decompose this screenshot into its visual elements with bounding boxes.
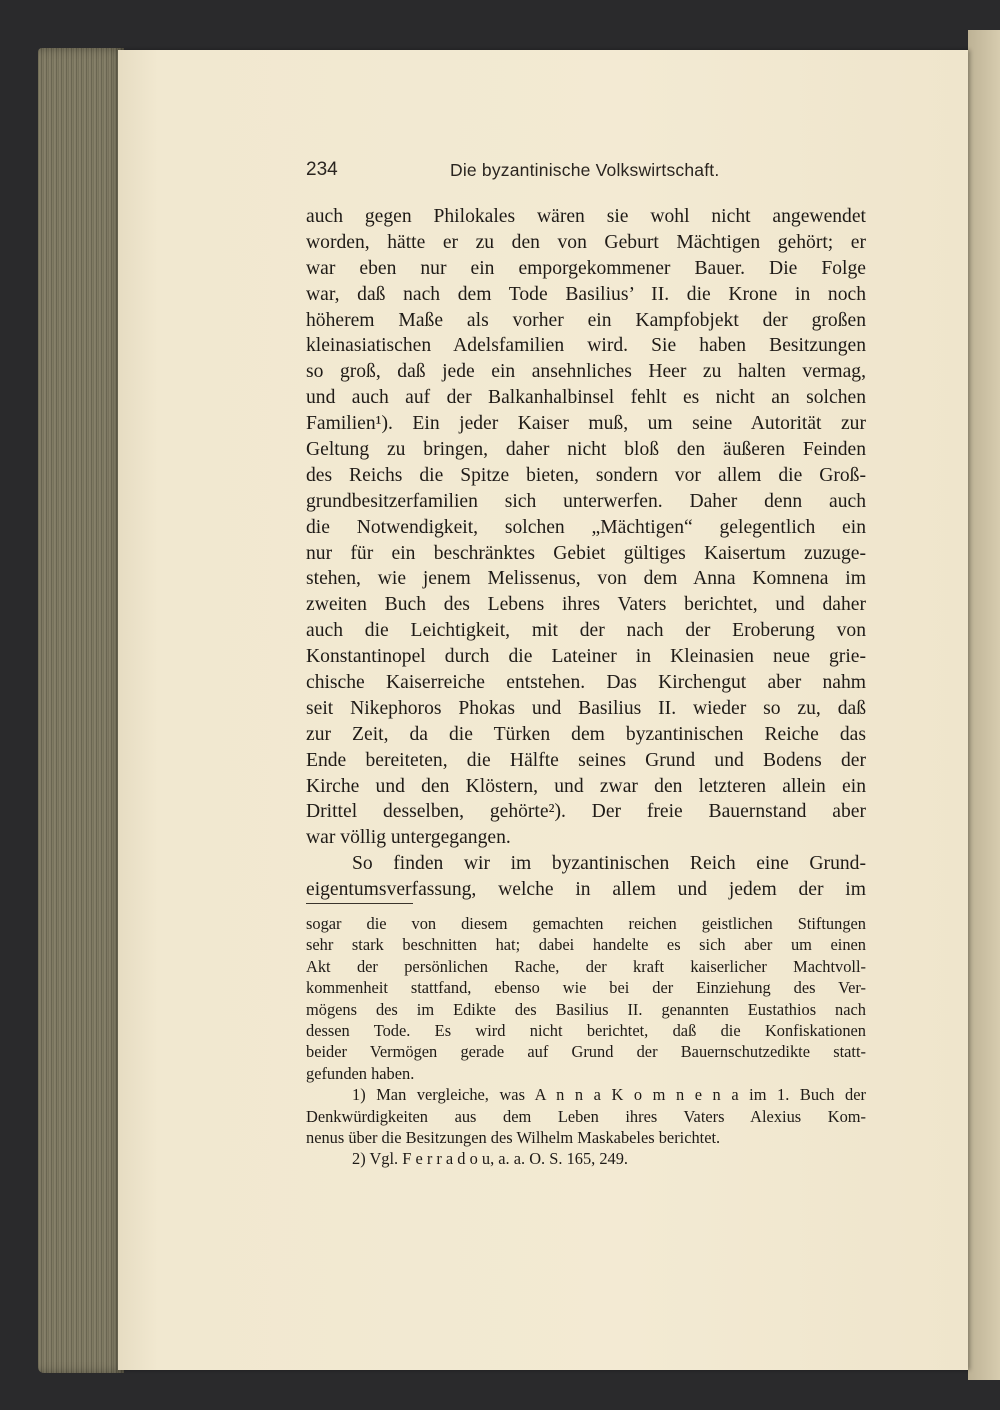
text-line: Familien¹). Ein jeder Kaiser muß, um seine Autorität zur	[306, 413, 866, 435]
adjacent-page-edge	[968, 30, 1000, 1380]
book-page-edges	[38, 48, 124, 1373]
footnote-1: 1) Man vergleiche, was A n n a K o m n e n a im 1. Buch der	[352, 1085, 866, 1105]
footnote-line: Denkwürdigkeiten aus dem Leben ihres Vaters Alexius Kom-	[306, 1106, 866, 1126]
text-line: war völlig untergegangen.	[306, 827, 511, 849]
text-line: zweiten Buch des Lebens ihres Vaters berichtet, und daher	[306, 594, 866, 616]
text-line: Konstantinopel durch die Lateiner in Kleinasien neue grie-	[306, 646, 866, 668]
footnote-2: 2) Vgl. F e r r a d o u, a. a. O. S. 165, 249.	[352, 1149, 629, 1169]
text-line: höherem Maße als vorher ein Kampfobjekt der großen	[306, 309, 866, 331]
text-line: des Reichs die Spitze bieten, sondern vor allem die Groß-	[306, 464, 866, 486]
text-line: die Notwendigkeit, solchen „Mächtigen“ gelegentlich ein	[306, 516, 866, 538]
text-line: nur für ein beschränktes Gebiet gültiges Kaisertum zuzuge-	[306, 542, 866, 564]
footnote-divider	[306, 903, 413, 904]
text-line: So finden wir im byzantinischen Reich eine Grund-	[352, 853, 866, 875]
text-line: Geltung zu bringen, daher nicht bloß den äußeren Feinden	[306, 439, 866, 461]
footnotes	[306, 913, 866, 1170]
text-line: worden, hätte er zu den von Geburt Mächtigen gehört; er	[306, 231, 866, 253]
text-line: kleinasiatischen Adelsfamilien wird. Sie haben Besitzungen	[306, 335, 866, 357]
footnote-line: nenus über die Besitzungen des Wilhelm Maskabeles berichtet.	[306, 1127, 721, 1147]
text-line: und auch auf der Balkanhalbinsel fehlt es nicht an solchen	[306, 387, 866, 409]
footnote-line: Akt der persönlichen Rache, der kraft kaiserlicher Machtvoll-	[306, 956, 866, 976]
text-line: war, daß nach dem Tode Basilius’ II. die Krone in noch	[306, 283, 866, 305]
text-line: zur Zeit, da die Türken dem byzantinischen Reiche das	[306, 723, 866, 745]
text-line: seit Nikephoros Phokas und Basilius II. wieder so zu, daß	[306, 697, 866, 719]
footnote-line: gefunden haben.	[306, 1063, 415, 1083]
page-number: 234	[306, 159, 338, 180]
text-line: Ende bereiteten, die Hälfte seines Grund und Bodens der	[306, 749, 866, 771]
footnote-line: sehr stark beschnitten hat; dabei handelte es sich aber um einen	[306, 935, 866, 955]
footnote-line: kommenheit stattfand, ebenso wie bei der Einziehung des Ver-	[306, 978, 866, 998]
text-line: stehen, wie jenem Melissenus, von dem Anna Komnena im	[306, 568, 866, 590]
footnote-line: beider Vermögen gerade auf Grund der Bauernschutzedikte statt-	[306, 1042, 866, 1062]
text-line: war eben nur ein emporgekommener Bauer. Die Folge	[306, 257, 866, 279]
footnote-line: mögens des im Edikte des Basilius II. genannten Eustathios nach	[306, 999, 866, 1019]
footnote-line: sogar die von diesem gemachten reichen geistlichen Stiftungen	[306, 914, 866, 933]
text-line: so groß, daß jede ein ansehnliches Heer zu halten vermag,	[306, 361, 866, 383]
text-line: eigentumsverfassung, welche in allem und jedem der im	[306, 879, 866, 901]
main-text	[306, 204, 866, 903]
text-line: Kirche und den Klöstern, und zwar den letzteren allein ein	[306, 775, 866, 797]
text-line: Drittel desselben, gehörte²). Der freie Bauernstand aber	[306, 801, 866, 823]
footnote-line: dessen Tode. Es wird nicht berichtet, daß die Konfiskationen	[306, 1020, 866, 1040]
text-line: auch gegen Philokales wären sie wohl nicht angewendet	[306, 206, 866, 227]
page-header	[306, 159, 866, 185]
text-line: auch die Leichtigkeit, mit der nach der Eroberung von	[306, 620, 866, 642]
text-line: chische Kaiserreiche entstehen. Das Kirchengut aber nahm	[306, 672, 866, 694]
text-line: grundbesitzerfamilien sich unterwerfen. Daher denn auch	[306, 490, 866, 512]
running-head: Die byzantinische Volkswirtschaft.	[450, 160, 720, 180]
